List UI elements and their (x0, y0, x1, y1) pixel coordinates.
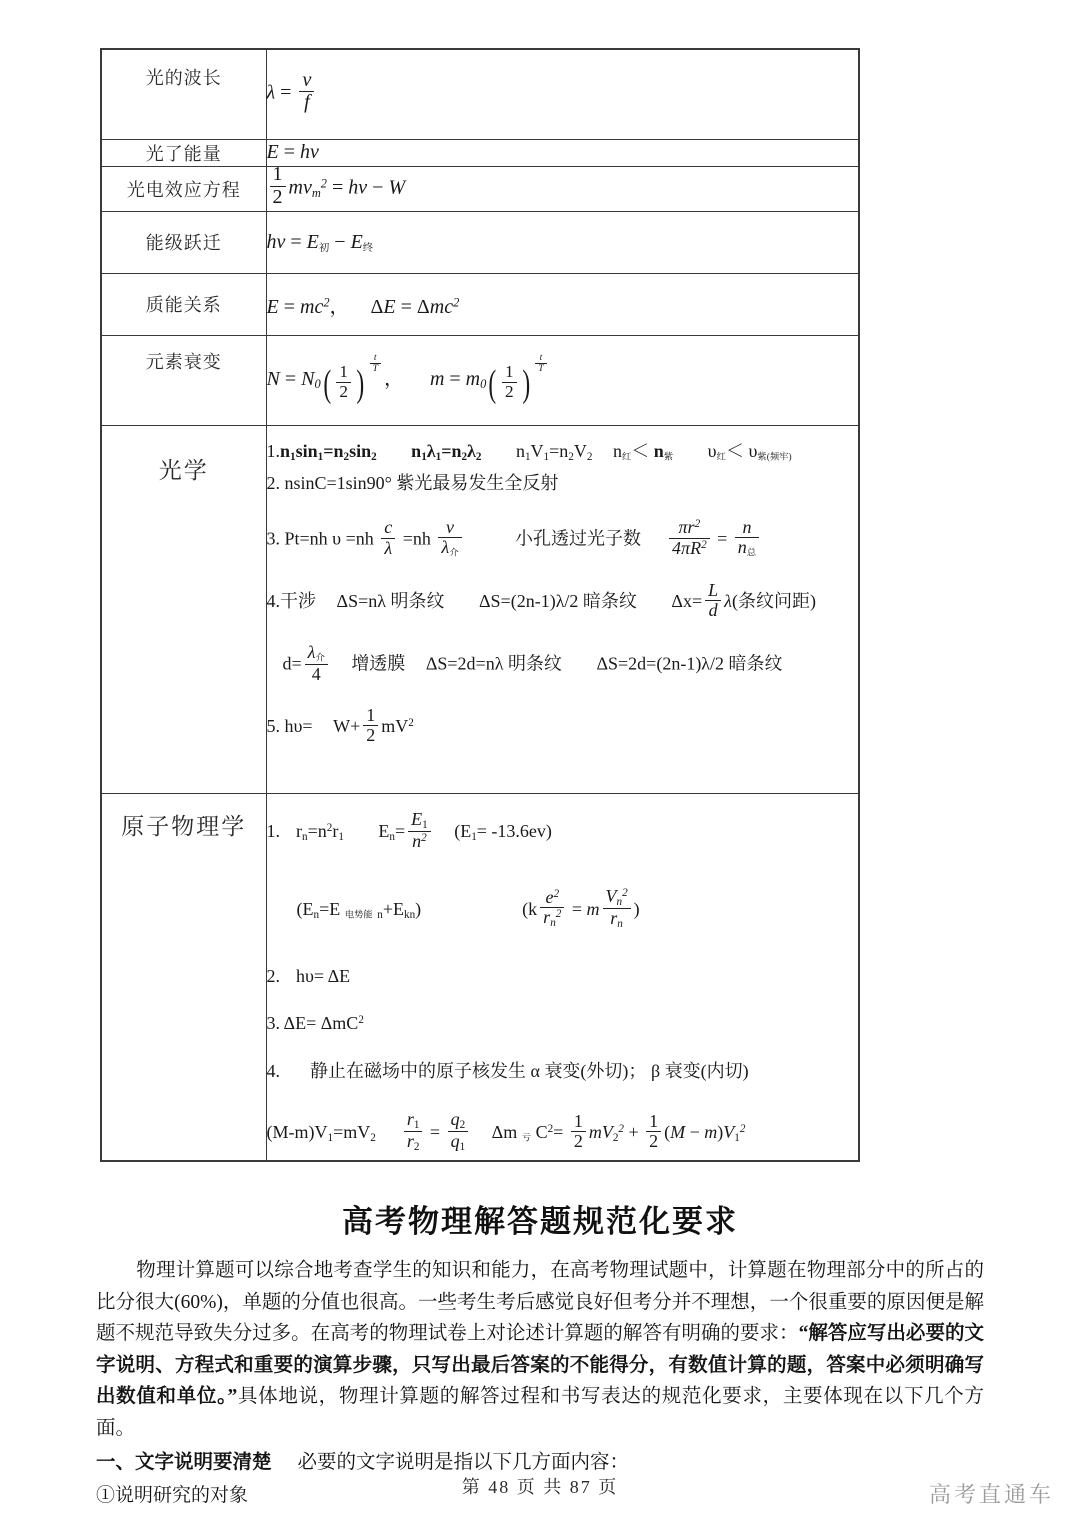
table-row (101, 335, 859, 425)
section-label-atomic: 原子物理学 (101, 793, 266, 1160)
paragraph-part-b: (60%)，单题的分值也很高。一些考生考后感觉良好但考分并不理想，一个很重要的原因便是解题不规范导致失分过多。在高考的物理试卷上对论述计算题的解答有明确的要求： (96, 1291, 984, 1345)
section-heading-note: 必要的文字说明是指以下几方面内容： (297, 1452, 630, 1474)
optics-item-2: 2. nsinC=1sin90° 紫光最易发生全反射 (266, 473, 559, 494)
table-row (101, 49, 859, 139)
optics-item-4: 4.干涉 ΔS=nλ 明条纹 ΔS=(2n-1)λ/2 暗条纹 Δx= $\frac{L}{d}$ λ(条纹问距) (266, 579, 816, 621)
table-row (101, 139, 859, 166)
article-paragraph-1 (96, 1255, 984, 1444)
atomic-item-3: 2. hυ= ΔE (266, 965, 351, 986)
row-label-photon-energy: 光了能量 (101, 139, 266, 166)
row-label-mass-energy: 质能关系 (101, 273, 266, 335)
row-formula-decay: $N = N_0$( $\frac{1}{2}$ ) $\frac{t}{T}$ ， $m = m_0$( $\frac{1}{2}$ ) $\frac{t}{T}$ (266, 335, 859, 425)
row-formula-photoelectric: $\frac{1}{2}$ $mv_m^2 = h\nu - W$ (266, 166, 859, 211)
atomic-item-1: 1. $r_n=n^2r_1$ $E_n=$ $\frac{E_1}{n^2}$ $(E_1= -13.6ev)$ (266, 808, 552, 851)
atomic-item-2: ($E_n=E$ $_{电势能}$ $_n+E_{kn}$) (k $\frac{e^2}{r_n^2}$ = m $\frac{V_n^2}{r_n}$ ) (296, 886, 640, 931)
paragraph-quote: “解答应写出必要的文字说明、方程式和重要的演算步骤，只写出最后答案的不能得分，有数值计算的题，答案中必须明确写出数值和单位。” (96, 1323, 984, 1408)
section-body-optics (266, 425, 859, 793)
paragraph-part-c: 具体地说，物理计算题的解答过程和书写表达的规范化要求，主要体现在以下几个方面。 (96, 1386, 984, 1439)
watermark: 高考直通车 (928, 1482, 1054, 1507)
article-section (96, 1196, 984, 1511)
row-label-decay: 元素衰变 (101, 335, 266, 425)
section-heading-text: 一、文字说明要清楚 (96, 1452, 272, 1474)
atomic-item-4: 3. ΔE= ΔmC$^2$ (266, 1013, 364, 1034)
page-footer: 第 48 页 共 87 页 (461, 1477, 619, 1497)
row-label-wavelength: 光的波长 (101, 49, 266, 139)
optics-item-3: 3. Pt=nh υ =nh $\frac{c}{\lambda}$ =nh $\frac{v}{\lambda_介}$ 小孔透过光子数 $\frac{\pi r^2}{4\pi R^2}$ = $\frac{n}{n_总}$ (267, 520, 859, 561)
optics-item-6: 5. hυ= W+ $\frac{1}{2}$ $mV^2$ (266, 704, 414, 746)
row-label-energy-transition: 能级跃迁 (101, 211, 266, 273)
physics-formula-table (100, 48, 860, 1162)
row-formula-mass-energy: $E = mc^2$， ΔE = Δmc$^2$ (266, 273, 859, 335)
optics-item-1: $1.n_1\sin_1=n_2\sin_2$ $n_1\lambda_1=n_2\lambda_2$ $n_1V_1=n_2V_2$ $n_红< n_紫$ $\upsilon_红< \upsilon_{紫(频牢)}$ (266, 440, 792, 463)
table-row (101, 211, 859, 273)
section-body-atomic (266, 793, 859, 1160)
atomic-decay-statement: 静止在磁场中的原子核发生 (310, 1061, 526, 1082)
row-formula-energy-transition: $h\nu = E_初 - E_终$ (266, 211, 859, 273)
table-row (101, 166, 859, 211)
section-label-optics: 光学 (101, 425, 266, 793)
atomic-item-5: 4. 静止在磁场中的原子核发生 α 衰变(外切)； β 衰变(内切) (266, 1061, 749, 1082)
page-title: 高考物理解答题规范化要求 (342, 1204, 738, 1239)
article-bullet-1: ①说明研究的对象 (96, 1485, 249, 1507)
optics-item-5: d= $\frac{\lambda_介}{4}$ 增透膜 ΔS=2d=nλ 明条纹 ΔS=2d=(2n-1)λ/2 暗条纹 (282, 641, 783, 684)
table-row (101, 273, 859, 335)
optics-film-label: 增透膜 (351, 653, 406, 674)
paragraph-part-a: 物理计算题可以综合地考查学生的知识和能力，在高考物理试题中，计算题在物理部分中的所占的比分很大 (96, 1260, 984, 1313)
row-formula-photon-energy: E = hν (266, 139, 859, 166)
optics-photon-count-label: 小孔透过光子数 (515, 528, 642, 549)
optics-interference-label: 干涉 (280, 591, 316, 612)
table-row (101, 793, 859, 1160)
table-row (101, 425, 859, 793)
row-label-photoelectric: 光电效应方程 (101, 166, 266, 211)
atomic-item-6: $(M-m)V_1=mV_2$ $\frac{r_1}{r_2}$ = $\frac{q_2}{q_1}$ Δm $_亏$ $C^2=$ $\frac{1}{2}$ $mV_2^2$ + $\frac{1}{2}$ $(M - m)V_1^2$ (266, 1109, 746, 1154)
row-formula-wavelength: λ = $\frac{v}{f}$ (266, 49, 859, 139)
